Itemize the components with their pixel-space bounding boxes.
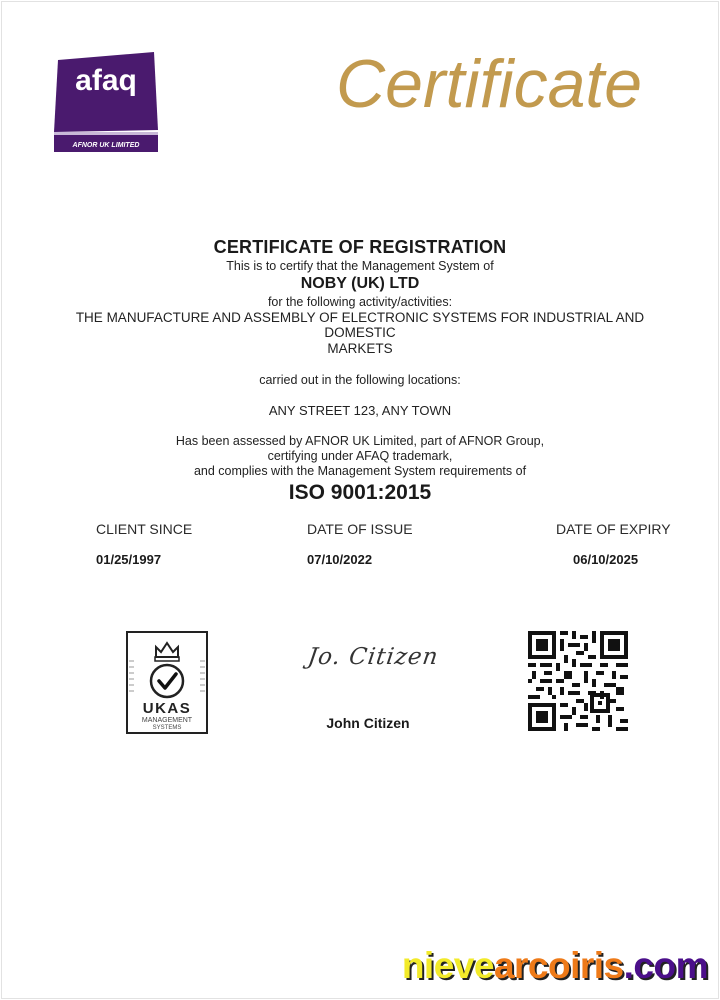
certificate-title: Certificate bbox=[336, 46, 643, 122]
certify-intro: This is to certify that the Management System of bbox=[226, 259, 494, 273]
company-name: NOBY (UK) LTD bbox=[300, 275, 420, 292]
svg-text:UKAS: UKAS bbox=[142, 700, 192, 717]
qr-code-icon bbox=[528, 631, 628, 731]
date-of-expiry-label: DATE OF EXPIRY bbox=[556, 521, 671, 537]
client-since-label: CLIENT SINCE bbox=[96, 521, 193, 537]
watermark-part-3: .com bbox=[623, 945, 708, 986]
locations-intro: carried out in the following locations: bbox=[259, 373, 461, 387]
watermark-part-1: nieve bbox=[401, 945, 494, 986]
svg-text:MANAGEMENT: MANAGEMENT bbox=[141, 717, 193, 724]
client-since-value: 01/25/1997 bbox=[96, 552, 162, 567]
signer-name: John Citizen bbox=[326, 715, 410, 731]
svg-text:afaq: afaq bbox=[75, 64, 137, 97]
watermark-link[interactable] bbox=[402, 945, 708, 987]
svg-text:SYSTEMS: SYSTEMS bbox=[152, 725, 182, 731]
location-address: ANY STREET 123, ANY TOWN bbox=[268, 403, 452, 418]
activity-line-3: MARKETS bbox=[327, 341, 393, 356]
assessment-line-1: Has been assessed by AFNOR UK Limited, part of AFNOR Group, bbox=[175, 434, 545, 448]
iso-standard: ISO 9001:2015 bbox=[288, 481, 432, 504]
activity-line-2: DOMESTIC bbox=[324, 325, 396, 340]
activity-intro: for the following activity/activities: bbox=[267, 295, 453, 309]
afaq-logo bbox=[54, 52, 160, 152]
ukas-crown-check-icon bbox=[126, 631, 208, 734]
date-of-issue-value: 07/10/2022 bbox=[307, 552, 373, 567]
signature: Jo. Citizen bbox=[306, 644, 441, 670]
assessment-line-2: certifying under AFAQ trademark, bbox=[267, 449, 453, 463]
ukas-mark bbox=[126, 631, 208, 734]
date-of-expiry-value: 06/10/2025 bbox=[573, 552, 639, 567]
date-of-issue-label: DATE OF ISSUE bbox=[307, 521, 413, 537]
activity-line-1: THE MANUFACTURE AND ASSEMBLY OF ELECTRONIC SYSTEMS FOR INDUSTRIAL AND bbox=[75, 310, 645, 325]
registration-heading: CERTIFICATE OF REGISTRATION bbox=[213, 237, 507, 257]
watermark-part-2: arcoiris bbox=[493, 945, 624, 986]
assessment-line-3: and complies with the Management System requirements of bbox=[193, 464, 527, 478]
svg-text:AFNOR UK LIMITED: AFNOR UK LIMITED bbox=[72, 142, 140, 149]
